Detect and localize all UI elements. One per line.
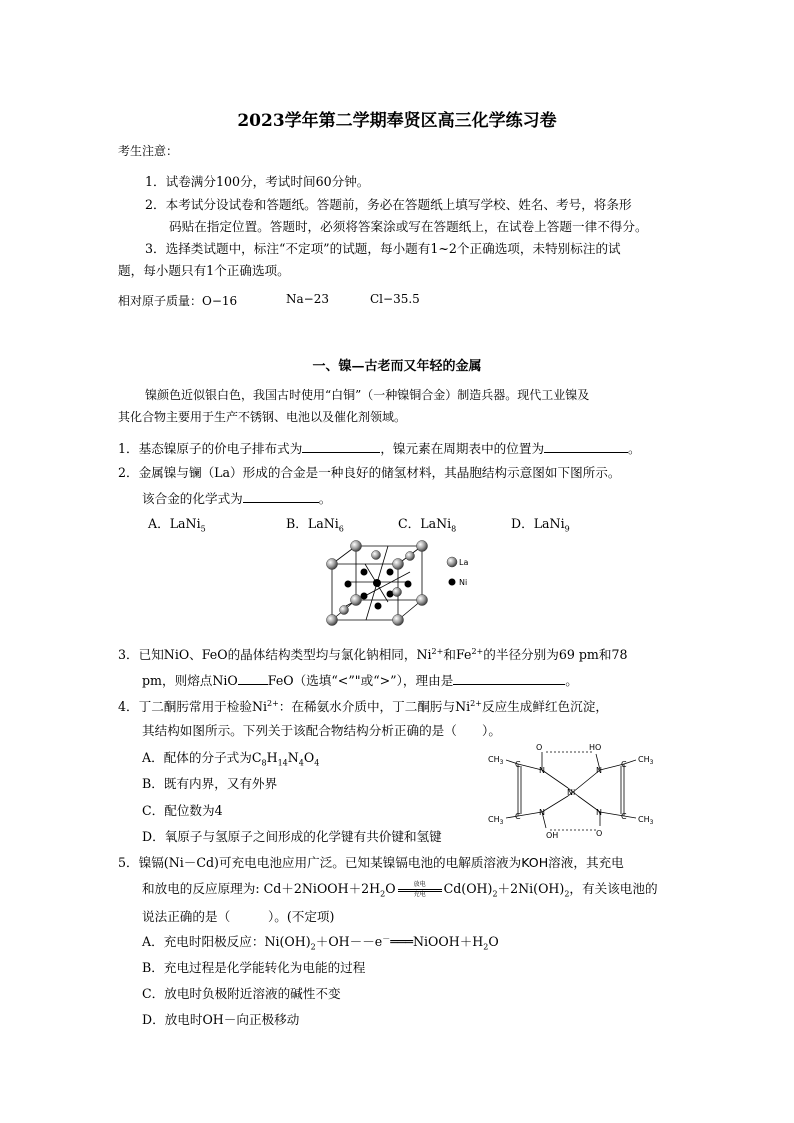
section-intro-1: 镍颜色近似银白色，我国古时使用“白铜”（一种镍铜合金）制造兵器。现代工业镍及: [145, 388, 590, 402]
q4-option-c[interactable]: C．配位数为4: [142, 803, 223, 818]
legend-la-label: La: [459, 558, 469, 567]
nickel-complex-figure: [484, 738, 694, 842]
q4-option-b[interactable]: B．既有内界，又有外界: [142, 776, 278, 791]
atomic-mass-cl: Cl−35.5: [370, 292, 420, 306]
answer-blank[interactable]: [544, 440, 628, 453]
question-4-line2: 其结构如图所示。下列关于该配合物结构分析正确的是（ ）。: [142, 723, 501, 738]
atom-o: O: [536, 743, 543, 752]
question-5-equation: 和放电的反应原理为: $Cd+2NiOOH+2H_2O$ $\frac{\text{放电}}{\text{充电}}$ $Cd(OH)_2+2Ni(OH)_2$，有关该电池的: [142, 880, 658, 899]
q4-option-a[interactable]: A．配体的分子式为$C_8H_{14}N_4O_4$: [142, 750, 320, 768]
q2-option-a[interactable]: A．LaNi$_5$: [148, 516, 206, 534]
question-2: 2．金属镍与镧（La）形成的合金是一种良好的储氢材料，其晶胞结构示意图如下图所示。: [118, 465, 621, 480]
notice-item-2a: 2．本考试分设试卷和答题纸。答题前，务必在答题纸上填写学校、姓名、考号，将条形: [145, 197, 632, 212]
question-1: 1．基态镍原子的价电子排布式为 ，镍元素在周期表中的位置为 。: [118, 441, 641, 456]
q2-option-b[interactable]: B．LaNi$_6$: [286, 516, 344, 534]
q5-option-d[interactable]: D．放电时OH－向正极移动: [142, 1012, 300, 1027]
atom-c: C: [515, 760, 521, 769]
notice-item-3a: 3．选择类试题中，标注“不定项”的试题，每小题有1~2个正确选项，未特别标注的试: [145, 241, 621, 256]
atomic-mass-na: Na−23: [286, 292, 329, 306]
methyl-label: $CH_3$: [488, 755, 504, 766]
question-4: 4．丁二酮肟常用于检验$Ni^{2+}$：在稀氨水介质中，丁二酮肟与$Ni^{2+}$反应生成鲜红色沉淀，: [118, 698, 608, 714]
atom-c: C: [515, 812, 521, 821]
atomic-mass-label: 相对原子质量：O−16: [118, 294, 238, 308]
methyl-label: $CH_3$: [638, 815, 654, 826]
q2-option-d[interactable]: D．LaNi$_9$: [511, 516, 570, 534]
q4-option-d[interactable]: D．氧原子与氢原子之间形成的化学键有共价键和氢键: [142, 829, 442, 844]
atom-n: N: [539, 808, 545, 817]
q2-option-c[interactable]: C．LaNi$_8$: [398, 516, 457, 534]
q5-option-a[interactable]: A．充电时阳极反应：$Ni(OH)_2+OH--e^-═══NiOOH+H_2O$: [142, 933, 499, 952]
q5-option-c[interactable]: C．放电时负极附近溶液的碱性不变: [142, 986, 341, 1001]
question-2-line2: 该合金的化学式为 。: [142, 491, 332, 506]
atom-c: C: [621, 812, 627, 821]
legend-ni-marker: [449, 579, 456, 586]
methyl-label: $CH_3$: [638, 755, 654, 766]
notice-item-3b: 题，每小题只有1个正确选项。: [118, 263, 290, 278]
question-3: 3．已知NiO、FeO的晶体结构类型均与氯化钠相同，$Ni^{2+}$和$Fe^{2+}$的半径分别为69 pm和78: [118, 646, 628, 662]
atom-n: N: [596, 766, 602, 775]
section-title: 一、镍—古老而又年轻的金属: [312, 359, 482, 374]
atom-n: N: [539, 766, 545, 775]
atom-ni: Ni: [567, 788, 576, 797]
atom-c: C: [621, 760, 627, 769]
legend-ni-label: Ni: [459, 578, 468, 587]
answer-blank[interactable]: [243, 490, 319, 503]
atom-o: O: [596, 829, 603, 838]
question-5: 5．镍镉(Ni－Cd)可充电电池应用广泛。已知某镍镉电池的电解质溶液为KOH溶液，其充电: [118, 855, 624, 870]
legend-la-marker: [447, 557, 457, 567]
atom-ho: HO: [589, 743, 602, 752]
atom-oh: OH: [546, 831, 559, 840]
section-intro-2: 其化合物主要用于生产不锈钢、电池以及催化剂领域。: [118, 410, 407, 424]
q5-option-b[interactable]: B．充电过程是化学能转化为电能的过程: [142, 960, 366, 975]
notice-item-1: 1．试卷满分100分，考试时间60分钟。: [145, 174, 370, 189]
notice-item-2b: 码贴在指定位置。答题时，必须将答案涂或写在答题纸上，在试卷上答题一律不得分。: [169, 219, 648, 234]
notice-heading: 考生注意：: [118, 144, 179, 158]
answer-blank[interactable]: [238, 672, 268, 685]
atom-n: N: [596, 808, 602, 817]
reaction-arrow: $\frac{\text{放电}}{\text{充电}}$: [396, 882, 444, 898]
answer-blank[interactable]: [453, 672, 565, 685]
methyl-label: $CH_3$: [488, 815, 504, 826]
question-3-line2: pm，则熔点NiO FeO（选填“<”"或“>”），理由是 。: [142, 673, 578, 688]
crystal-cell-figure: [318, 536, 478, 632]
page-title: 2023学年第二学期奉贤区高三化学练习卷: [237, 111, 557, 131]
question-5-line3: 说法正确的是（ ）。(不定项): [142, 909, 335, 924]
answer-blank[interactable]: [302, 440, 380, 453]
